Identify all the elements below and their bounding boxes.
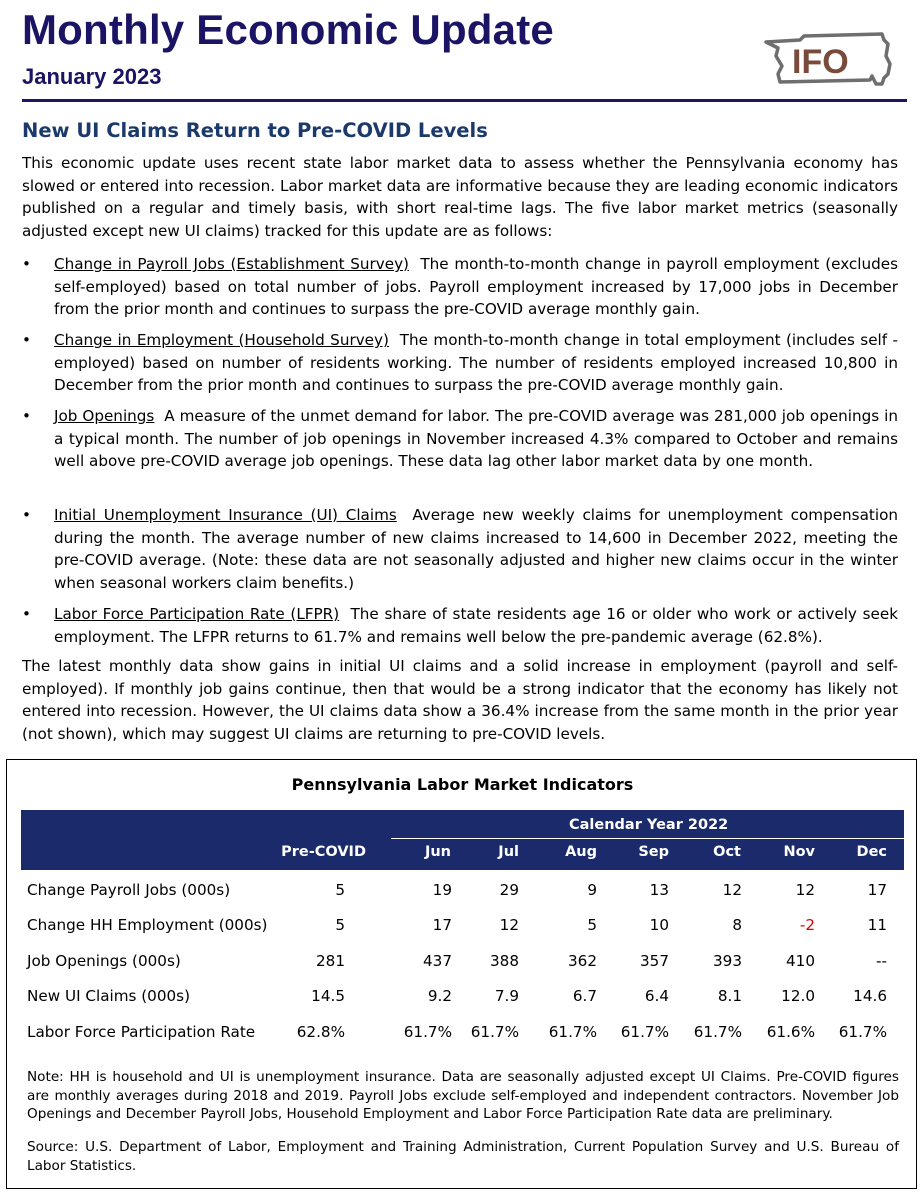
table-cell: 9.2: [427, 987, 452, 1005]
bullet-dot: •: [22, 255, 31, 273]
table-row-label: Change Payroll Jobs (000s): [27, 881, 231, 899]
table-cell: 61.7%: [838, 1023, 887, 1041]
bullet-heading: Change in Employment (Household Survey): [54, 331, 389, 349]
section-title: New UI Claims Return to Pre-COVID Levels: [22, 119, 488, 142]
table-cell: 357: [640, 952, 669, 970]
table-cell: 6.4: [644, 987, 669, 1005]
table-cell: 29: [499, 881, 519, 899]
bullet-dot: •: [22, 605, 31, 623]
table-cell: 10: [649, 916, 669, 934]
table-cell: 13: [649, 881, 669, 899]
table-cell: 281: [316, 952, 345, 970]
bullet-body: The share of state residents age 16 or older who work or actively seek employment. The LFPR returns to 61.7% and remains well below the pre-pandemic average (62.8%).: [54, 605, 898, 646]
table-cell: 8: [732, 916, 742, 934]
bullet-body: The month-to-month change in total employment (includes self -employed) based on number of residents working. The number of residents employed increased 10,800 in December from the prior month and continues to surpass the pre-COVID average monthly gain.: [54, 331, 898, 395]
table-cell: 8.1: [717, 987, 742, 1005]
table-cell: 6.7: [572, 987, 597, 1005]
bullet-heading: Labor Force Participation Rate (LFPR): [54, 605, 340, 623]
col-header-oct: Oct: [713, 844, 741, 860]
table-header: [21, 810, 904, 870]
table-cell: 17: [432, 916, 452, 934]
col-header-pre-covid: Pre-COVID: [281, 844, 366, 860]
table-cell: 14.6: [853, 987, 887, 1005]
table-row-label: Change HH Employment (000s): [27, 916, 268, 934]
table-cell: 11: [867, 916, 887, 934]
table-cell: 393: [713, 952, 742, 970]
bullet-body: Average new weekly claims for unemployment compensation during the month. The average number of new claims increased to 14,600 in December 2022, meeting the pre-COVID average. (Note: these data are not seasonally adjusted and higher new claims occur in the winter when seasonal workers claim benefits.): [54, 506, 898, 592]
table-cell: 62.8%: [296, 1023, 345, 1041]
bullet-body: A measure of the unmet demand for labor. The pre-COVID average was 281,000 job openings in a typical month. The number of job openings in November increased 4.3% compared to October and remains well above pre-COVID average job openings. These data lag other labor market data by one month.: [54, 407, 899, 471]
bullet-body: The month-to-month change in payroll employment (excludes self-employed) based on total number of jobs. Payroll employment increased by 17,000 jobs in December from the prior month and continues to surpass the pre-COVID average monthly gain.: [54, 255, 899, 319]
bullet-dot: •: [22, 407, 31, 425]
table-cell: 61.7%: [620, 1023, 669, 1041]
closing-paragraph: The latest monthly data show gains in initial UI claims and a solid increase in employment (payroll and self-employed). If monthly job gains continue, then that would be a strong indicator that the economy has likely not entered into recession. However, the UI claims data show a 36.4% increase from the same month in the prior year (not shown), which may suggest UI claims are returning to pre-COVID levels.: [22, 657, 898, 743]
table-cell: 9: [587, 881, 597, 899]
table-cell: 410: [786, 952, 815, 970]
header-rule: [22, 99, 907, 102]
table-row-label: Job Openings (000s): [27, 952, 181, 970]
table-cell: 362: [568, 952, 597, 970]
col-header-jul: Jul: [498, 844, 519, 860]
table-cell: 5: [335, 881, 345, 899]
ifo-logo: [760, 26, 900, 94]
intro-paragraph: This economic update uses recent state labor market data to assess whether the Pennsylvania economy has slowed or entered into recession. Labor market data are informative because they are leading economic indicators published on a regular and timely basis, with short real-time lags. The five labor market metrics (seasonally adjusted except new UI claims) tracked for this update are as follows:: [22, 154, 898, 240]
table-cell: 12.0: [781, 987, 815, 1005]
calendar-year-rule: [391, 838, 904, 839]
bullet-heading: Change in Payroll Jobs (Establishment Survey): [54, 255, 409, 273]
col-header-nov: Nov: [783, 844, 815, 860]
table-row-label: Labor Force Participation Rate: [27, 1023, 256, 1041]
table-cell: 61.6%: [766, 1023, 815, 1041]
table-cell: 17: [867, 881, 887, 899]
bullet-heading: Job Openings: [54, 407, 155, 425]
table-cell: 19: [432, 881, 452, 899]
table-cell: 12: [722, 881, 742, 899]
table-cell: 61.7%: [403, 1023, 452, 1041]
col-header-sep: Sep: [638, 844, 669, 860]
logo-text: IFO: [792, 43, 849, 81]
table-cell: 12: [499, 916, 519, 934]
col-header-jun: Jun: [424, 844, 451, 860]
bullet-heading: Initial Unemployment Insurance (UI) Claims: [54, 506, 397, 524]
table-title: Pennsylvania Labor Market Indicators: [291, 775, 634, 794]
col-header-dec: Dec: [856, 844, 887, 860]
table-source: Source: U.S. Department of Labor, Employment and Training Administration, Current Population Survey and U.S. Bureau of Labor Statistics.: [27, 1139, 899, 1174]
table-cell: 7.9: [494, 987, 519, 1005]
table-note: Note: HH is household and UI is unemployment insurance. Data are seasonally adjusted except UI Claims. Pre-COVID figures are monthly averages during 2018 and 2019. Payroll Jobs exclude self-employed and independent contractors. November Job Openings and December Payroll Jobs, Household Employment and Labor Force Participation Rate data are preliminary.: [27, 1069, 899, 1123]
table-cell: 61.7%: [693, 1023, 742, 1041]
table-cell: 61.7%: [470, 1023, 519, 1041]
calendar-year-label: Calendar Year 2022: [569, 817, 729, 833]
col-header-aug: Aug: [565, 844, 597, 860]
bullet-dot: •: [22, 331, 31, 349]
table-cell: -2: [799, 916, 815, 934]
bullet-dot: •: [22, 506, 31, 524]
page-title: Monthly Economic Update: [22, 6, 554, 53]
table-cell: --: [876, 952, 887, 970]
table-cell: 437: [423, 952, 452, 970]
table-cell: 5: [335, 916, 345, 934]
table-cell: 14.5: [311, 987, 345, 1005]
table-cell: 5: [587, 916, 597, 934]
table-cell: 388: [490, 952, 519, 970]
table-cell: 12: [795, 881, 815, 899]
table-cell: 61.7%: [548, 1023, 597, 1041]
page-subtitle: January 2023: [22, 64, 162, 89]
table-row-label: New UI Claims (000s): [27, 987, 191, 1005]
indicator-table-box: [6, 759, 917, 1189]
